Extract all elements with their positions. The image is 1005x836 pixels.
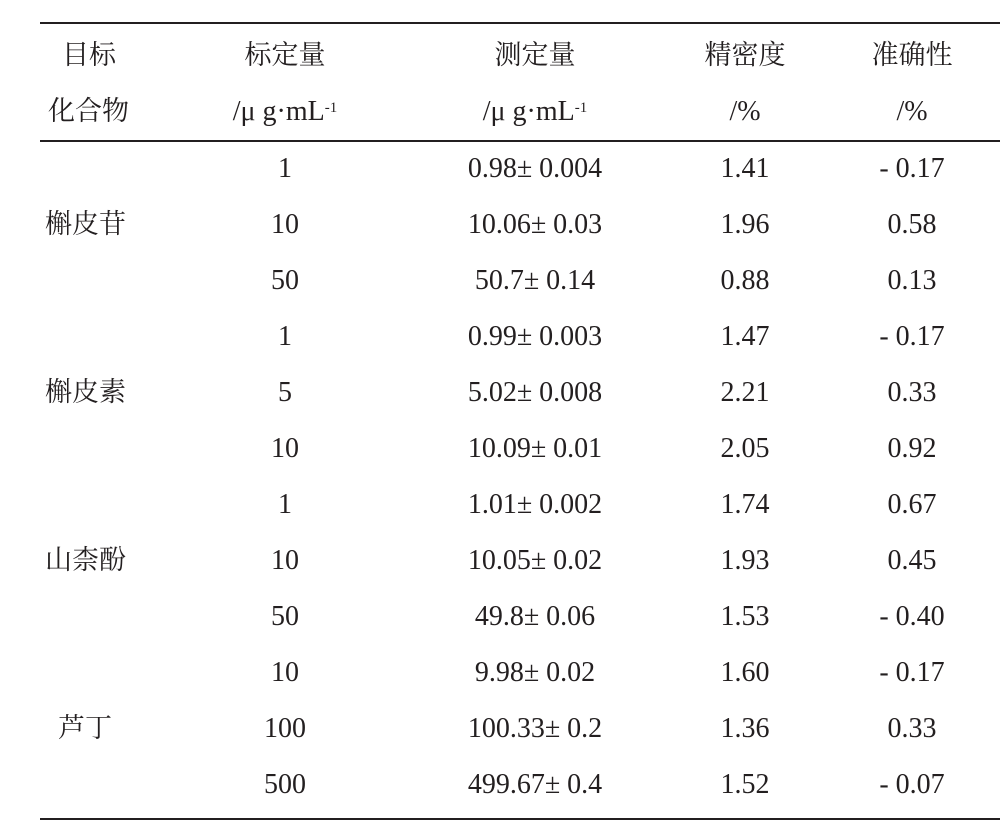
cell-accuracy: - 0.17 <box>879 153 945 184</box>
cell-nominal: 100 <box>264 713 306 744</box>
cell-precision: 2.05 <box>720 433 770 464</box>
cell-measured: 50.7± 0.14 <box>474 265 596 296</box>
cell-accuracy: 0.92 <box>887 433 937 464</box>
table-top-rule <box>40 22 1000 24</box>
compound-label: 槲皮素 <box>45 377 126 408</box>
cell-precision: 1.36 <box>720 713 770 744</box>
header-accuracy-line1: 准确性 <box>871 40 953 71</box>
cell-precision: 1.53 <box>720 601 770 632</box>
cell-precision: 1.41 <box>720 153 770 184</box>
cell-precision: 1.93 <box>720 545 770 576</box>
cell-measured: 0.98± 0.004 <box>467 153 603 184</box>
cell-precision: 1.60 <box>720 657 770 688</box>
cell-accuracy: - 0.40 <box>879 601 945 632</box>
compound-label: 山柰酚 <box>45 545 126 576</box>
cell-accuracy: - 0.17 <box>879 657 945 688</box>
compound-label: 芦丁 <box>58 713 112 744</box>
header-measured-line1: 测定量 <box>494 40 576 71</box>
cell-measured: 10.09± 0.01 <box>467 433 603 464</box>
cell-precision: 0.88 <box>720 265 770 296</box>
cell-accuracy: 0.45 <box>887 545 937 576</box>
cell-nominal: 10 <box>271 433 299 464</box>
cell-nominal: 500 <box>264 769 306 800</box>
header-nominal-unit <box>233 94 338 130</box>
cell-measured: 5.02± 0.008 <box>467 377 603 408</box>
unit-exponent: -1 <box>574 100 588 116</box>
cell-accuracy: 0.33 <box>887 377 937 408</box>
cell-accuracy: 0.58 <box>887 209 937 240</box>
cell-measured: 0.99± 0.003 <box>467 321 603 352</box>
cell-nominal: 10 <box>271 209 299 240</box>
cell-measured: 49.8± 0.06 <box>474 601 596 632</box>
cell-precision: 1.52 <box>720 769 770 800</box>
header-precision-unit: /% <box>729 96 761 127</box>
header-measured-unit <box>483 94 588 130</box>
cell-accuracy: 0.33 <box>887 713 937 744</box>
cell-measured: 1.01± 0.002 <box>467 489 603 520</box>
unit-text: /μ g·mL <box>482 96 575 127</box>
cell-nominal: 5 <box>278 377 292 408</box>
cell-measured: 10.06± 0.03 <box>467 209 603 240</box>
cell-precision: 1.96 <box>720 209 770 240</box>
unit-text: /μ g·mL <box>232 96 325 127</box>
header-compound-line2: 化合物 <box>48 96 129 127</box>
cell-nominal: 50 <box>271 601 299 632</box>
cell-measured: 9.98± 0.02 <box>474 657 596 688</box>
header-precision-line1: 精密度 <box>704 40 786 71</box>
cell-nominal: 1 <box>278 489 292 520</box>
table-bottom-rule <box>40 818 1000 820</box>
cell-precision: 2.21 <box>720 377 770 408</box>
cell-precision: 1.74 <box>720 489 770 520</box>
header-compound-line1: 目标 <box>62 40 116 71</box>
cell-nominal: 1 <box>278 153 292 184</box>
unit-exponent: -1 <box>324 100 338 116</box>
header-accuracy-unit: /% <box>896 96 928 127</box>
compound-label: 槲皮苷 <box>45 209 126 240</box>
cell-nominal: 50 <box>271 265 299 296</box>
cell-precision: 1.47 <box>720 321 770 352</box>
cell-nominal: 1 <box>278 321 292 352</box>
table-header-rule <box>40 140 1000 142</box>
cell-accuracy: 0.67 <box>887 489 937 520</box>
cell-nominal: 10 <box>271 657 299 688</box>
header-nominal-line1: 标定量 <box>244 40 326 71</box>
cell-accuracy: - 0.07 <box>879 769 945 800</box>
cell-nominal: 10 <box>271 545 299 576</box>
cell-accuracy: - 0.17 <box>879 321 945 352</box>
cell-accuracy: 0.13 <box>887 265 937 296</box>
cell-measured: 10.05± 0.02 <box>467 545 603 576</box>
cell-measured: 100.33± 0.2 <box>467 713 603 744</box>
cell-measured: 499.67± 0.4 <box>467 769 603 800</box>
